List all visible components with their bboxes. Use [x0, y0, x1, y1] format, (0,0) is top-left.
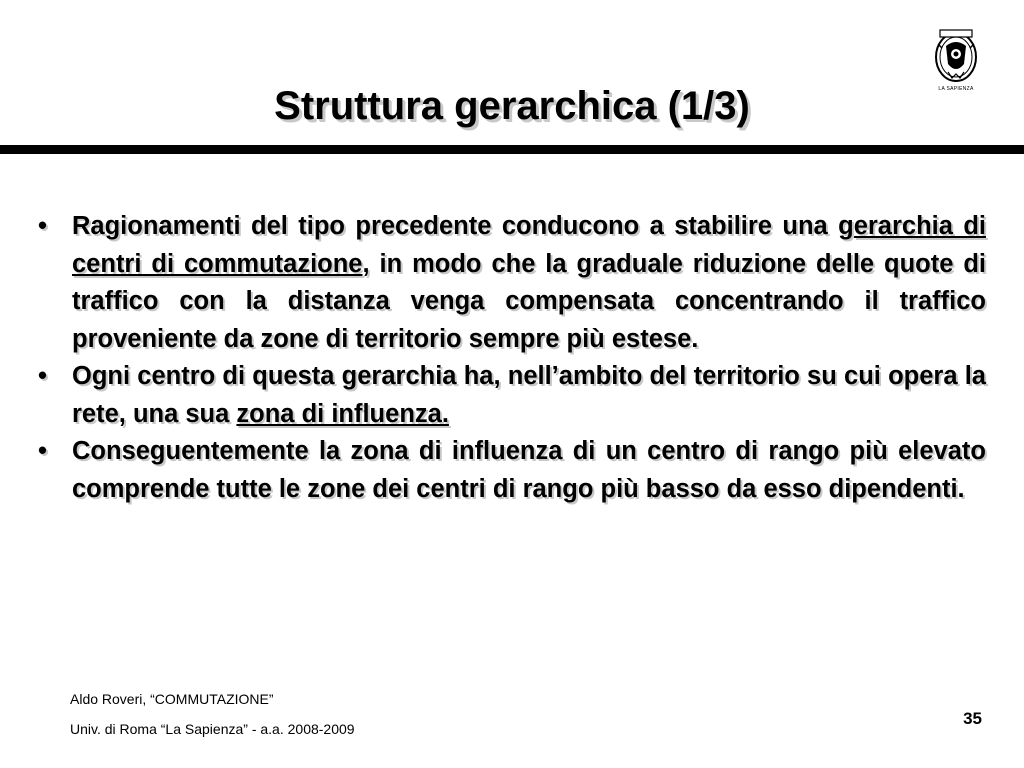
bullet-text: Conseguentemente la zona di influenza di un centro di rango più elevato comprende tutte le zone dei centri di rango più basso da esso dipendenti. — [72, 437, 986, 503]
slide-title: Struttura gerarchica (1/3) — [274, 84, 750, 128]
bullet-text-continued: , in modo che la graduale riduzione delle quote di traffico con la distanza venga compensata concentrando il traffico proveniente da zone di territorio sempre più estese. — [72, 249, 987, 353]
bullet-text: Ogni centro di questa gerarchia ha, nell’ambito del territorio su cui opera la rete, una sua — [72, 362, 986, 428]
bullet-item-influence-zone — [34, 358, 986, 433]
bullet-item-consequence — [34, 433, 986, 508]
logo-caption: LA SAPIENZA — [938, 86, 974, 92]
page-number: 35 — [963, 709, 982, 728]
bullet-underlined-text: gerarchia di centri di commutazione — [72, 212, 986, 278]
footer-author: Aldo Roveri, “COMMUTAZIONE” — [70, 691, 274, 707]
bullet-text: Ragionamenti del tipo precedente conducono a stabilire una — [72, 212, 839, 240]
bullet-list — [34, 208, 986, 508]
footer-institution: Univ. di Roma “La Sapienza” - a.a. 2008-2009 — [70, 721, 355, 737]
bullet-underlined-text: zona di influenza. — [236, 399, 449, 428]
bullet-item-hierarchy — [34, 208, 986, 358]
title-divider — [0, 145, 1024, 154]
